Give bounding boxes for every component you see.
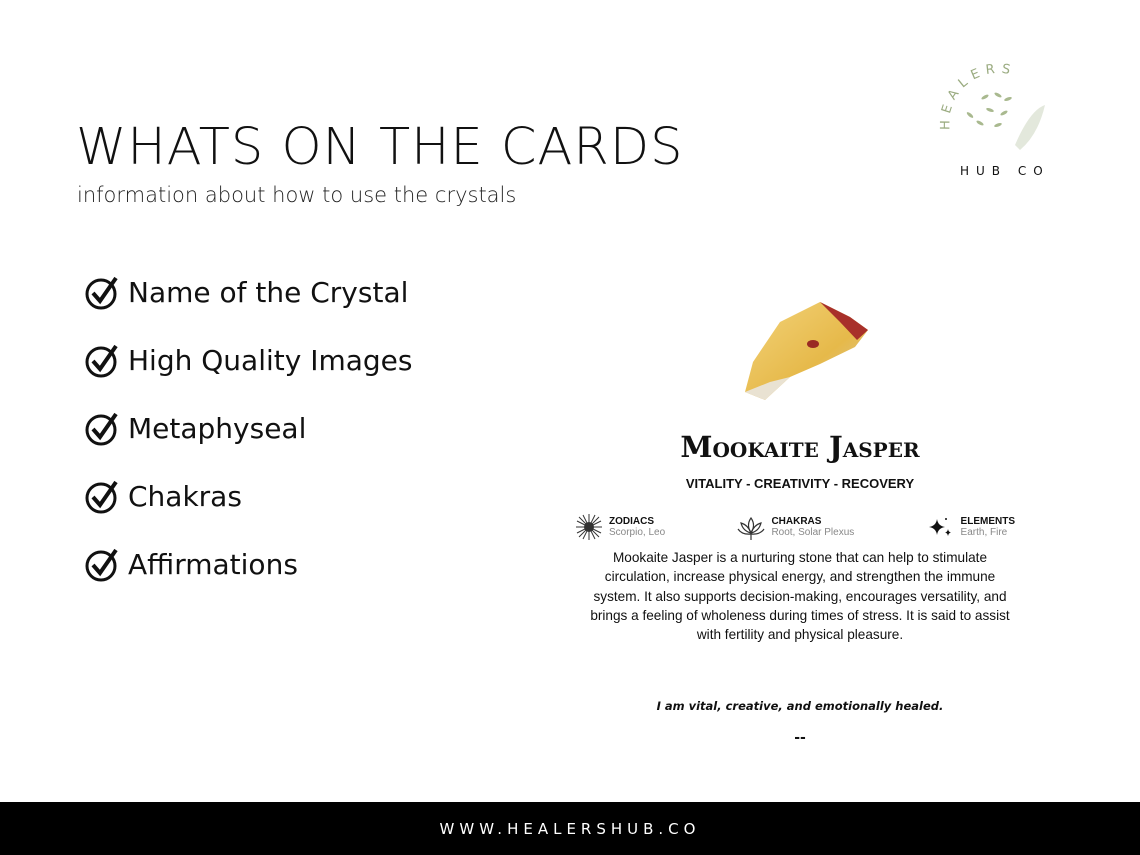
crystal-name: Mookaite Jasper: [680, 430, 920, 464]
healers-hub-logo: [920, 55, 1070, 190]
lotus-icon: [737, 513, 765, 541]
crystal-tagline: VITALITY - CREATIVITY - RECOVERY: [685, 476, 915, 491]
check-circle-icon: [84, 410, 120, 446]
property-label: ELEMENTS: [960, 516, 1015, 527]
checklist-item: [84, 326, 412, 394]
check-circle-icon: [84, 546, 120, 582]
checklist-item: [84, 530, 412, 598]
checklist-item: [84, 258, 412, 326]
checklist-label: Chakras: [128, 479, 242, 513]
checklist-label: Name of the Crystal: [128, 275, 409, 309]
property-chakras: [737, 513, 854, 541]
property-value: Earth, Fire: [960, 527, 1008, 538]
footer-bar: [0, 802, 1140, 855]
checklist-item: [84, 462, 412, 530]
check-circle-icon: [84, 342, 120, 378]
checklist-label: High Quality Images: [128, 343, 413, 377]
check-circle-icon: [84, 478, 120, 514]
page-subtitle: information about how to use the crystals: [77, 183, 517, 207]
svg-text:HEALERS: HEALERS: [938, 61, 1018, 131]
page-title: WHATS ON THE CARDS: [76, 118, 684, 177]
property-elements: [927, 513, 1015, 541]
feature-checklist: [84, 258, 412, 598]
checklist-label: Affirmations: [128, 547, 298, 581]
checklist-label: Metaphyseal: [128, 411, 307, 445]
separator: --: [794, 730, 806, 746]
website-url: WWW.HEALERSHUB.CO: [439, 819, 701, 838]
property-label: ZODIACS: [609, 516, 654, 527]
checklist-item: [84, 394, 412, 462]
crystal-image: [735, 292, 875, 404]
crystal-affirmation: I am vital, creative, and emotionally healed.: [656, 699, 944, 713]
sun-icon: [575, 513, 603, 541]
property-value: Root, Solar Plexus: [771, 527, 855, 538]
property-value: Scorpio, Leo: [609, 527, 666, 538]
svg-text:HUB CO: HUB CO: [960, 164, 1050, 178]
check-circle-icon: [84, 274, 120, 310]
property-label: CHAKRAS: [771, 516, 822, 527]
crystal-description: Mookaite Jasper is a nurturing stone that can help to stimulate circulation, increase physical energy, and strengthen the immune system. It also supports decision-making, encourages versatility, and brings a feeling of wholeness during times of stress. It is said to assist with fertility and physical pleasure.: [590, 550, 1010, 643]
crystal-properties: [575, 513, 1015, 541]
sparkle-icon: [927, 513, 955, 541]
property-zodiacs: [575, 513, 665, 541]
